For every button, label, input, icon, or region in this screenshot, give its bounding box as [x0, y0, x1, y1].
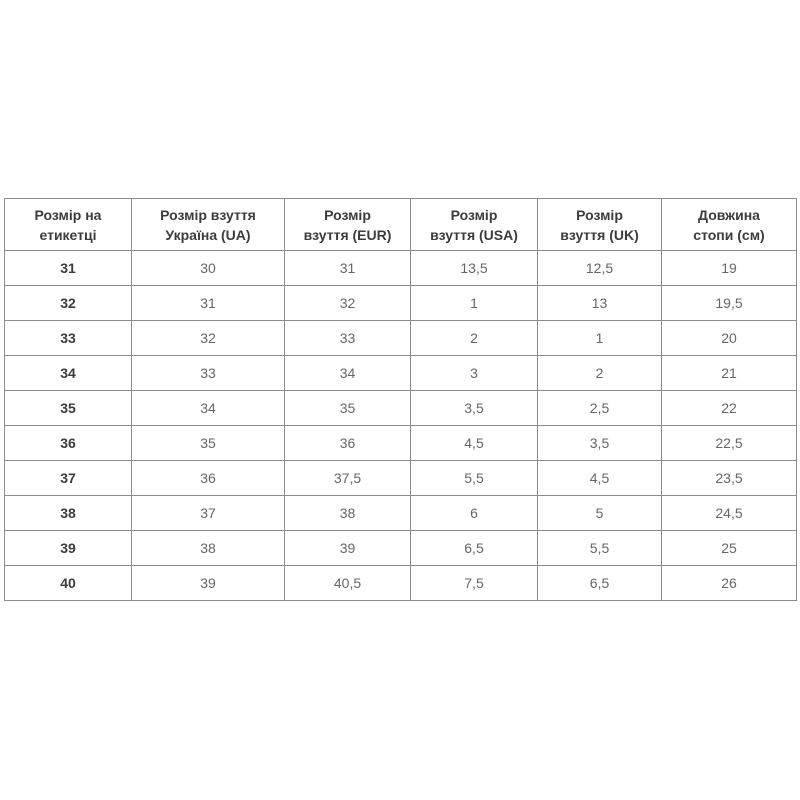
table-row — [5, 566, 797, 601]
cell-value: 4,5 — [538, 461, 662, 496]
cell-value: 19 — [662, 251, 797, 286]
cell-value: 3,5 — [411, 391, 538, 426]
shoe-size-table — [4, 198, 797, 601]
cell-value: 38 — [285, 496, 411, 531]
cell-value: 32 — [132, 321, 285, 356]
cell-value: 3,5 — [538, 426, 662, 461]
cell-value: 20 — [662, 321, 797, 356]
table-row — [5, 321, 797, 356]
cell-label-size: 32 — [5, 286, 132, 321]
cell-value: 6,5 — [411, 531, 538, 566]
cell-label-size: 34 — [5, 356, 132, 391]
cell-value: 38 — [132, 531, 285, 566]
cell-value: 2 — [538, 356, 662, 391]
cell-value: 25 — [662, 531, 797, 566]
cell-label-size: 40 — [5, 566, 132, 601]
column-header-5: Довжина стопи (см) — [662, 199, 797, 251]
table-header-row — [5, 199, 797, 251]
table-row — [5, 391, 797, 426]
cell-value: 1 — [538, 321, 662, 356]
column-header-0: Розмір на етикетці — [5, 199, 132, 251]
cell-label-size: 37 — [5, 461, 132, 496]
cell-value: 33 — [132, 356, 285, 391]
cell-value: 40,5 — [285, 566, 411, 601]
cell-value: 34 — [132, 391, 285, 426]
cell-value: 22,5 — [662, 426, 797, 461]
table-row — [5, 426, 797, 461]
cell-value: 33 — [285, 321, 411, 356]
cell-value: 32 — [285, 286, 411, 321]
cell-value: 2 — [411, 321, 538, 356]
cell-value: 37,5 — [285, 461, 411, 496]
cell-label-size: 35 — [5, 391, 132, 426]
cell-value: 23,5 — [662, 461, 797, 496]
cell-value: 36 — [132, 461, 285, 496]
cell-value: 12,5 — [538, 251, 662, 286]
column-header-2: Розмір взуття (EUR) — [285, 199, 411, 251]
table-row — [5, 251, 797, 286]
cell-value: 39 — [132, 566, 285, 601]
table-row — [5, 461, 797, 496]
table-body — [5, 251, 797, 601]
cell-label-size: 31 — [5, 251, 132, 286]
column-header-1: Розмір взуття Україна (UA) — [132, 199, 285, 251]
table-header-row — [5, 199, 797, 251]
cell-value: 5 — [538, 496, 662, 531]
cell-value: 31 — [285, 251, 411, 286]
table-row — [5, 531, 797, 566]
cell-value: 26 — [662, 566, 797, 601]
cell-value: 6 — [411, 496, 538, 531]
table-row — [5, 496, 797, 531]
cell-value: 6,5 — [538, 566, 662, 601]
cell-value: 21 — [662, 356, 797, 391]
cell-value: 22 — [662, 391, 797, 426]
cell-value: 4,5 — [411, 426, 538, 461]
cell-value: 35 — [285, 391, 411, 426]
cell-value: 3 — [411, 356, 538, 391]
cell-value: 35 — [132, 426, 285, 461]
cell-value: 39 — [285, 531, 411, 566]
column-header-3: Розмір взуття (USA) — [411, 199, 538, 251]
cell-label-size: 39 — [5, 531, 132, 566]
cell-value: 37 — [132, 496, 285, 531]
table-row — [5, 356, 797, 391]
cell-value: 1 — [411, 286, 538, 321]
cell-value: 31 — [132, 286, 285, 321]
cell-value: 7,5 — [411, 566, 538, 601]
cell-value: 34 — [285, 356, 411, 391]
cell-value: 36 — [285, 426, 411, 461]
column-header-4: Розмір взуття (UK) — [538, 199, 662, 251]
table-row — [5, 286, 797, 321]
cell-value: 30 — [132, 251, 285, 286]
cell-value: 13 — [538, 286, 662, 321]
cell-label-size: 38 — [5, 496, 132, 531]
cell-value: 24,5 — [662, 496, 797, 531]
cell-value: 13,5 — [411, 251, 538, 286]
cell-label-size: 36 — [5, 426, 132, 461]
cell-label-size: 33 — [5, 321, 132, 356]
cell-value: 5,5 — [538, 531, 662, 566]
cell-value: 5,5 — [411, 461, 538, 496]
cell-value: 2,5 — [538, 391, 662, 426]
cell-value: 19,5 — [662, 286, 797, 321]
